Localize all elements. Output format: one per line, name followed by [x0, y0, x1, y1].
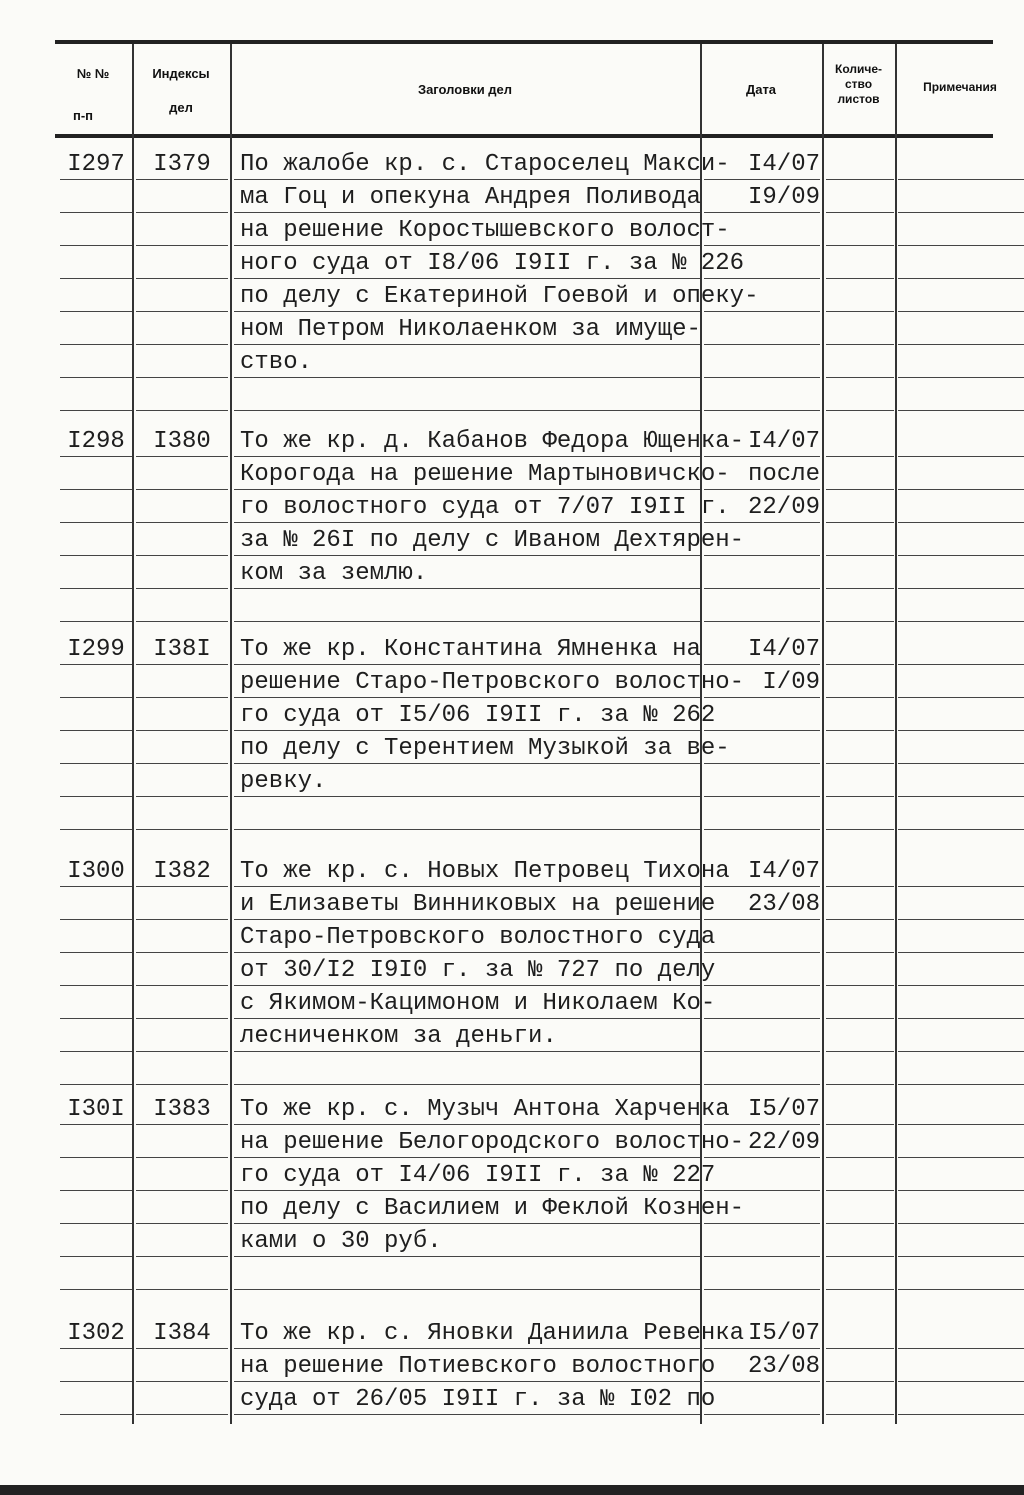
header-top-rule	[55, 40, 993, 44]
record-title-line: Старо-Петровского волостного суда	[240, 924, 716, 951]
row-ruling-line	[136, 1256, 228, 1257]
row-ruling-line	[136, 664, 228, 665]
row-ruling-line	[704, 664, 820, 665]
row-ruling-line	[826, 1223, 894, 1224]
record-title-line: лесниченком за деньги.	[240, 1023, 557, 1050]
row-ruling-line	[136, 377, 228, 378]
record-date-line: 23/08	[747, 1353, 820, 1380]
row-ruling-line	[60, 344, 132, 345]
header-num-bottom: п-п	[72, 108, 94, 123]
record-title-line: ком за землю.	[240, 560, 428, 587]
row-ruling-line	[234, 952, 700, 953]
row-ruling-line	[704, 1018, 820, 1019]
row-ruling-line	[898, 730, 1024, 731]
row-ruling-line	[704, 489, 820, 490]
row-ruling-line	[826, 1190, 894, 1191]
row-ruling-line	[898, 555, 1024, 556]
row-ruling-line	[898, 588, 1024, 589]
record-date-line: I4/07	[747, 858, 820, 885]
row-ruling-line	[60, 1348, 132, 1349]
row-ruling-line	[898, 456, 1024, 457]
row-ruling-line	[898, 1124, 1024, 1125]
record-index: I38I	[153, 636, 211, 663]
row-ruling-line	[136, 1190, 228, 1191]
row-ruling-line	[60, 1051, 132, 1052]
row-ruling-line	[136, 179, 228, 180]
row-ruling-line	[60, 212, 132, 213]
row-ruling-line	[234, 796, 700, 797]
record-title-line: с Якимом-Кацимоном и Николаем Ко-	[240, 990, 716, 1017]
row-ruling-line	[60, 621, 132, 622]
record-title-line: ного суда от I8/06 I9II г. за № 226	[240, 250, 745, 277]
row-ruling-line	[234, 730, 700, 731]
row-ruling-line	[704, 456, 820, 457]
record-title-line: решение Старо-Петровского волостно-	[240, 669, 745, 696]
row-ruling-line	[826, 278, 894, 279]
row-ruling-line	[234, 212, 700, 213]
row-ruling-line	[704, 952, 820, 953]
row-ruling-line	[704, 377, 820, 378]
row-ruling-line	[898, 1256, 1024, 1257]
row-ruling-line	[136, 522, 228, 523]
row-ruling-line	[234, 555, 700, 556]
row-ruling-line	[898, 278, 1024, 279]
row-ruling-line	[826, 377, 894, 378]
row-ruling-line	[898, 522, 1024, 523]
row-ruling-line	[826, 829, 894, 830]
row-ruling-line	[234, 588, 700, 589]
record-title-line: на решение Белогородского волостно-	[240, 1129, 745, 1156]
row-ruling-line	[898, 344, 1024, 345]
row-ruling-line	[826, 1414, 894, 1415]
row-ruling-line	[60, 1223, 132, 1224]
header-bottom-rule	[55, 134, 993, 138]
row-ruling-line	[826, 212, 894, 213]
record-date	[708, 148, 820, 214]
row-ruling-line	[898, 829, 1024, 830]
record-title	[240, 855, 730, 1053]
record-title	[240, 1093, 745, 1258]
row-ruling-line	[826, 1348, 894, 1349]
row-ruling-line	[704, 985, 820, 986]
row-ruling-line	[234, 456, 700, 457]
row-ruling-line	[234, 919, 700, 920]
row-ruling-line	[60, 410, 132, 411]
record-date-line: I5/07	[747, 1320, 820, 1347]
row-ruling-line	[234, 829, 700, 830]
record-date-line: 22/09	[747, 494, 820, 521]
record-title-line: на решение Потиевского волостного	[240, 1353, 716, 1380]
record-index: I383	[153, 1096, 211, 1123]
row-ruling-line	[136, 344, 228, 345]
row-ruling-line	[136, 621, 228, 622]
row-ruling-line	[898, 311, 1024, 312]
row-ruling-line	[826, 311, 894, 312]
row-ruling-line	[704, 1157, 820, 1158]
row-ruling-line	[898, 1223, 1024, 1224]
col-divider-2	[230, 44, 232, 1424]
row-ruling-line	[704, 1084, 820, 1085]
record-index: I380	[153, 428, 211, 455]
col-divider-1	[132, 44, 134, 1424]
row-ruling-line	[136, 697, 228, 698]
row-ruling-line	[136, 588, 228, 589]
row-ruling-line	[136, 489, 228, 490]
row-ruling-line	[136, 212, 228, 213]
row-ruling-line	[898, 763, 1024, 764]
col-divider-5	[895, 44, 897, 1424]
row-ruling-line	[234, 489, 700, 490]
row-ruling-line	[234, 985, 700, 986]
row-ruling-line	[60, 1124, 132, 1125]
row-ruling-line	[60, 1084, 132, 1085]
record-title-line: То же кр. с. Яновки Даниила Ревенка	[240, 1320, 745, 1347]
row-ruling-line	[234, 1084, 700, 1085]
row-ruling-line	[234, 1124, 700, 1125]
row-ruling-line	[826, 344, 894, 345]
record-date-line: I4/07	[747, 636, 820, 663]
row-ruling-line	[826, 1157, 894, 1158]
row-ruling-line	[136, 1223, 228, 1224]
record-index: I384	[153, 1320, 211, 1347]
row-ruling-line	[826, 763, 894, 764]
row-ruling-line	[136, 796, 228, 797]
row-ruling-line	[898, 179, 1024, 180]
row-ruling-line	[826, 1124, 894, 1125]
row-ruling-line	[826, 1289, 894, 1290]
row-ruling-line	[704, 1223, 820, 1224]
row-ruling-line	[60, 522, 132, 523]
row-ruling-line	[704, 886, 820, 887]
row-ruling-line	[704, 522, 820, 523]
row-ruling-line	[898, 377, 1024, 378]
row-ruling-line	[136, 311, 228, 312]
row-ruling-line	[136, 919, 228, 920]
record-date	[708, 1093, 820, 1159]
record-date	[708, 633, 820, 699]
record-title-line: То же кр. д. Кабанов Федора Ющенка-	[240, 428, 745, 455]
row-ruling-line	[704, 311, 820, 312]
record-index: I379	[153, 151, 211, 178]
record-date-line: I5/07	[747, 1096, 820, 1123]
row-ruling-line	[826, 522, 894, 523]
row-ruling-line	[136, 1018, 228, 1019]
row-ruling-line	[136, 985, 228, 986]
header-index-top: Индексы	[152, 66, 210, 81]
row-ruling-line	[136, 410, 228, 411]
row-ruling-line	[898, 1348, 1024, 1349]
row-ruling-line	[898, 1051, 1024, 1052]
row-ruling-line	[704, 621, 820, 622]
row-ruling-line	[704, 796, 820, 797]
row-ruling-line	[60, 1256, 132, 1257]
row-ruling-line	[898, 1381, 1024, 1382]
record-title-line: на решение Коростышевского волост-	[240, 217, 730, 244]
row-ruling-line	[136, 1348, 228, 1349]
row-ruling-line	[234, 410, 700, 411]
header-notes: Примечания	[923, 80, 997, 94]
row-ruling-line	[898, 697, 1024, 698]
record-date-line: 23/08	[747, 891, 820, 918]
row-ruling-line	[234, 886, 700, 887]
header-date: Дата	[745, 82, 777, 97]
row-ruling-line	[704, 829, 820, 830]
row-ruling-line	[60, 1157, 132, 1158]
record-title-line: ревку.	[240, 768, 327, 795]
row-ruling-line	[234, 311, 700, 312]
row-ruling-line	[60, 952, 132, 953]
row-ruling-line	[826, 1084, 894, 1085]
header-title: Заголовки дел	[417, 82, 513, 97]
record-title	[240, 633, 745, 798]
row-ruling-line	[704, 1124, 820, 1125]
row-ruling-line	[60, 456, 132, 457]
row-ruling-line	[60, 730, 132, 731]
row-ruling-line	[826, 730, 894, 731]
row-ruling-line	[234, 1289, 700, 1290]
row-ruling-line	[60, 377, 132, 378]
record-number: I297	[67, 151, 125, 178]
row-ruling-line	[60, 1018, 132, 1019]
record-number: I302	[67, 1320, 125, 1347]
row-ruling-line	[704, 763, 820, 764]
record-title-line: по делу с Василием и Феклой Кознен-	[240, 1195, 745, 1222]
row-ruling-line	[826, 1051, 894, 1052]
row-ruling-line	[60, 886, 132, 887]
row-ruling-line	[136, 1084, 228, 1085]
row-ruling-line	[136, 278, 228, 279]
row-ruling-line	[704, 1256, 820, 1257]
row-ruling-line	[136, 886, 228, 887]
row-ruling-line	[826, 886, 894, 887]
row-ruling-line	[136, 952, 228, 953]
record-title-line: То же кр. с. Музыч Антона Харченка	[240, 1096, 730, 1123]
row-ruling-line	[234, 1381, 700, 1382]
row-ruling-line	[898, 985, 1024, 986]
row-ruling-line	[826, 952, 894, 953]
row-ruling-line	[898, 410, 1024, 411]
row-ruling-line	[898, 886, 1024, 887]
row-ruling-line	[60, 796, 132, 797]
row-ruling-line	[898, 1190, 1024, 1191]
record-date-line: I/09	[762, 669, 820, 696]
row-ruling-line	[826, 245, 894, 246]
row-ruling-line	[234, 1018, 700, 1019]
row-ruling-line	[60, 555, 132, 556]
row-ruling-line	[704, 730, 820, 731]
row-ruling-line	[136, 1051, 228, 1052]
row-ruling-line	[704, 245, 820, 246]
record-date-line: после	[747, 461, 820, 488]
row-ruling-line	[826, 796, 894, 797]
row-ruling-line	[826, 985, 894, 986]
row-ruling-line	[234, 621, 700, 622]
record-index: I382	[153, 858, 211, 885]
row-ruling-line	[136, 1289, 228, 1290]
row-ruling-line	[704, 1348, 820, 1349]
record-title-line: ма Гоц и опекуна Андрея Поливода	[240, 184, 701, 211]
header-sheets: Количе-ство листов	[835, 62, 882, 106]
record-date-line: I4/07	[747, 428, 820, 455]
row-ruling-line	[136, 456, 228, 457]
row-ruling-line	[704, 212, 820, 213]
record-title-line: ном Петром Николаенком за имуще-	[240, 316, 701, 343]
col-divider-4	[822, 44, 824, 1424]
row-ruling-line	[826, 621, 894, 622]
record-title-line: го волостного суда от 7/07 I9II г.	[240, 494, 730, 521]
row-ruling-line	[136, 1414, 228, 1415]
row-ruling-line	[60, 1381, 132, 1382]
row-ruling-line	[826, 1256, 894, 1257]
row-ruling-line	[234, 664, 700, 665]
row-ruling-line	[826, 588, 894, 589]
row-ruling-line	[704, 1289, 820, 1290]
row-ruling-line	[136, 1124, 228, 1125]
record-number: I300	[67, 858, 125, 885]
header-index-bottom: дел	[169, 100, 193, 115]
row-ruling-line	[60, 311, 132, 312]
row-ruling-line	[136, 763, 228, 764]
record-title-line: го суда от I4/06 I9II г. за № 227	[240, 1162, 716, 1189]
record-title-line: ками о 30 руб.	[240, 1228, 442, 1255]
record-title-line: суда от 26/05 I9II г. за № I02 по	[240, 1386, 716, 1413]
row-ruling-line	[60, 278, 132, 279]
row-ruling-line	[704, 588, 820, 589]
row-ruling-line	[704, 1381, 820, 1382]
row-ruling-line	[704, 555, 820, 556]
row-ruling-line	[136, 555, 228, 556]
row-ruling-line	[826, 456, 894, 457]
record-date	[708, 855, 820, 921]
row-ruling-line	[136, 1381, 228, 1382]
row-ruling-line	[826, 555, 894, 556]
row-ruling-line	[826, 697, 894, 698]
row-ruling-line	[234, 697, 700, 698]
record-title	[240, 425, 745, 590]
page-bottom-edge	[0, 1485, 1024, 1495]
row-ruling-line	[234, 1190, 700, 1191]
row-ruling-line	[60, 985, 132, 986]
row-ruling-line	[60, 1289, 132, 1290]
row-ruling-line	[898, 245, 1024, 246]
row-ruling-line	[234, 278, 700, 279]
row-ruling-line	[136, 245, 228, 246]
record-date	[708, 1317, 820, 1383]
row-ruling-line	[704, 1190, 820, 1191]
row-ruling-line	[826, 179, 894, 180]
row-ruling-line	[898, 621, 1024, 622]
record-title-line: по делу с Екатериной Гоевой и опеку-	[240, 283, 759, 310]
row-ruling-line	[704, 344, 820, 345]
record-title-line: от 30/I2 I9I0 г. за № 727 по делу	[240, 957, 716, 984]
row-ruling-line	[60, 919, 132, 920]
record-title-line: за № 26I по делу с Иваном Дехтярен-	[240, 527, 745, 554]
row-ruling-line	[704, 697, 820, 698]
row-ruling-line	[234, 763, 700, 764]
record-number: I298	[67, 428, 125, 455]
row-ruling-line	[60, 245, 132, 246]
row-ruling-line	[898, 1084, 1024, 1085]
row-ruling-line	[898, 489, 1024, 490]
row-ruling-line	[60, 179, 132, 180]
record-title-line: ство.	[240, 349, 313, 376]
row-ruling-line	[234, 1157, 700, 1158]
record-date	[708, 425, 820, 524]
header-num-top: № №	[76, 66, 110, 81]
row-ruling-line	[234, 344, 700, 345]
row-ruling-line	[898, 796, 1024, 797]
row-ruling-line	[60, 829, 132, 830]
record-number: I30I	[67, 1096, 125, 1123]
row-ruling-line	[898, 1414, 1024, 1415]
row-ruling-line	[704, 1414, 820, 1415]
row-ruling-line	[898, 952, 1024, 953]
row-ruling-line	[826, 410, 894, 411]
record-title-line: То же кр. Константина Ямненка на	[240, 636, 701, 663]
row-ruling-line	[826, 1381, 894, 1382]
row-ruling-line	[826, 489, 894, 490]
row-ruling-line	[60, 697, 132, 698]
record-number: I299	[67, 636, 125, 663]
row-ruling-line	[234, 522, 700, 523]
row-ruling-line	[234, 1051, 700, 1052]
row-ruling-line	[136, 730, 228, 731]
row-ruling-line	[234, 377, 700, 378]
record-title-line: и Елизаветы Винниковых на решение	[240, 891, 716, 918]
row-ruling-line	[898, 1157, 1024, 1158]
row-ruling-line	[234, 245, 700, 246]
record-title	[240, 1317, 745, 1416]
row-ruling-line	[234, 179, 700, 180]
row-ruling-line	[234, 1256, 700, 1257]
row-ruling-line	[704, 179, 820, 180]
row-ruling-line	[898, 919, 1024, 920]
row-ruling-line	[60, 1190, 132, 1191]
row-ruling-line	[898, 1289, 1024, 1290]
record-title-line: го суда от I5/06 I9II г. за № 262	[240, 702, 716, 729]
record-date-line: 22/09	[747, 1129, 820, 1156]
record-date-line: I4/07	[747, 151, 820, 178]
record-title-line: По жалобе кр. с. Староселец Макси-	[240, 151, 730, 178]
row-ruling-line	[60, 664, 132, 665]
row-ruling-line	[704, 278, 820, 279]
row-ruling-line	[136, 829, 228, 830]
record-date-line: I9/09	[747, 184, 820, 211]
row-ruling-line	[826, 919, 894, 920]
row-ruling-line	[234, 1414, 700, 1415]
row-ruling-line	[704, 410, 820, 411]
row-ruling-line	[60, 588, 132, 589]
row-ruling-line	[234, 1223, 700, 1224]
row-ruling-line	[60, 489, 132, 490]
row-ruling-line	[826, 1018, 894, 1019]
row-ruling-line	[826, 664, 894, 665]
row-ruling-line	[898, 664, 1024, 665]
record-title-line: Корогода на решение Мартыновичско-	[240, 461, 730, 488]
row-ruling-line	[60, 763, 132, 764]
row-ruling-line	[898, 212, 1024, 213]
row-ruling-line	[136, 1157, 228, 1158]
record-title-line: по делу с Терентием Музыкой за ве-	[240, 735, 730, 762]
row-ruling-line	[704, 919, 820, 920]
row-ruling-line	[704, 1051, 820, 1052]
row-ruling-line	[234, 1348, 700, 1349]
record-title-line: То же кр. с. Новых Петровец Тихона	[240, 858, 730, 885]
row-ruling-line	[60, 1414, 132, 1415]
row-ruling-line	[898, 1018, 1024, 1019]
